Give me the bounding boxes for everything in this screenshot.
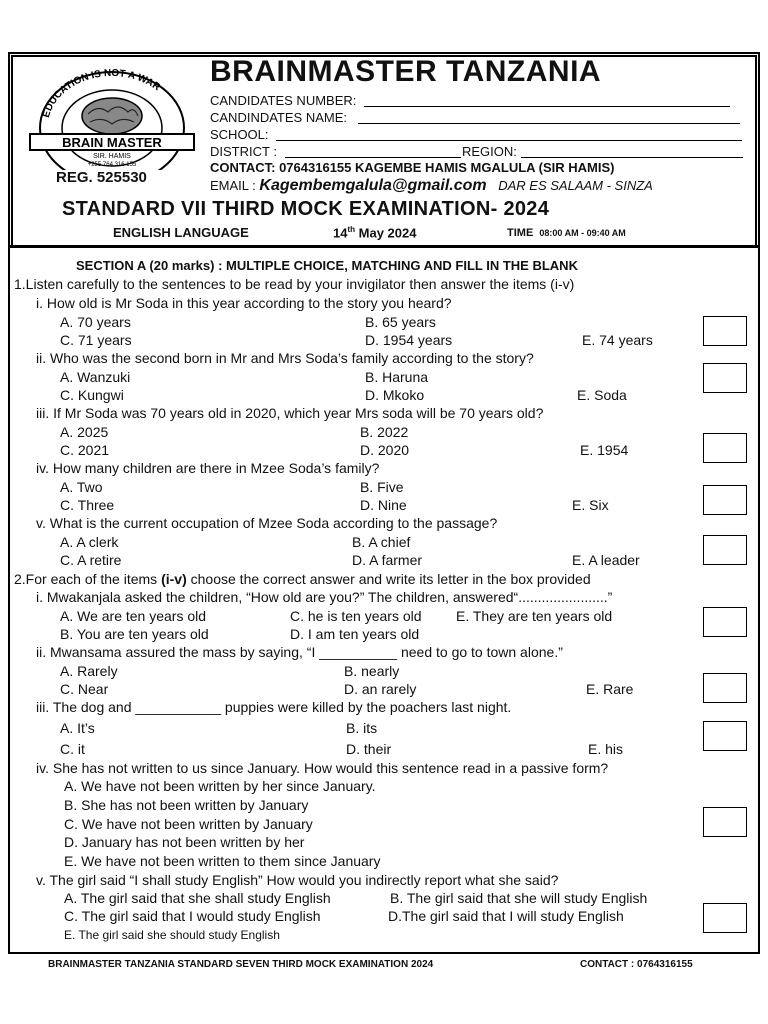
q2-v-option-d: D.The girl said that I will study English bbox=[388, 908, 624, 924]
q2-v-answer-box[interactable] bbox=[703, 903, 747, 933]
email-label: EMAIL : bbox=[210, 178, 256, 193]
region-line[interactable] bbox=[521, 157, 743, 158]
q2-i-option-c: C. he is ten years old bbox=[290, 608, 422, 624]
q1-iv-option-d: D. Nine bbox=[360, 497, 407, 513]
q2-instruction bbox=[14, 571, 591, 587]
footer-contact: CONTACT : 0764316155 bbox=[580, 959, 693, 970]
q1-ii-answer-box[interactable] bbox=[703, 363, 747, 393]
q2-ii-option-c: C. Near bbox=[60, 681, 109, 697]
q2-i-option-a: A. We are ten years old bbox=[60, 608, 207, 624]
q2-v-option-b: B. The girl said that she will study English bbox=[390, 890, 648, 906]
exam-date bbox=[333, 225, 416, 240]
school-label: SCHOOL: bbox=[210, 127, 269, 142]
q2-ii-option-e: E. Rare bbox=[586, 681, 634, 697]
q1-iv-option-b: B. Five bbox=[360, 479, 404, 495]
q2-ii-option-a: A. Rarely bbox=[60, 663, 118, 679]
q2-iv-option-b: B. She has not been written by January bbox=[64, 797, 309, 813]
q2-iii-answer-box[interactable] bbox=[703, 721, 747, 751]
location-text: DAR ES SALAAM - SINZA bbox=[498, 178, 653, 193]
q1-i-option-d: D. 1954 years bbox=[365, 332, 453, 348]
q1-ii-option-b: B. Haruna bbox=[365, 369, 429, 385]
q2-v-option-e: E. The girl said she should study English bbox=[64, 928, 280, 942]
exam-time bbox=[507, 227, 626, 239]
q2-i-option-b: B. You are ten years old bbox=[60, 626, 209, 642]
q2-instruction-range: (i-v) bbox=[161, 571, 187, 587]
school-line[interactable] bbox=[276, 140, 742, 141]
q1-iv-option-e: E. Six bbox=[572, 497, 609, 513]
email-row bbox=[210, 177, 653, 195]
q1-iii-option-e: E. 1954 bbox=[580, 442, 629, 458]
q1-iii-answer-box[interactable] bbox=[703, 433, 747, 463]
q2-iii-option-c: C. it bbox=[60, 741, 85, 757]
header-divider bbox=[8, 245, 760, 248]
registration-number: REG. 525530 bbox=[56, 169, 147, 186]
q1-iii-option-c: C. 2021 bbox=[60, 442, 110, 458]
q2-iii-option-d: D. their bbox=[346, 741, 392, 757]
q1-v-stem: v. What is the current occupation of Mzee Soda according to the passage? bbox=[36, 515, 498, 531]
subject-name: ENGLISH LANGUAGE bbox=[113, 225, 249, 240]
q1-ii-option-c: C. Kungwi bbox=[60, 387, 124, 403]
q1-i-stem: i. How old is Mr Soda in this year according to the story you heard? bbox=[36, 295, 452, 311]
q1-v-answer-box[interactable] bbox=[703, 535, 747, 565]
q1-iii-option-d: D. 2020 bbox=[360, 442, 410, 458]
contact-text: CONTACT: 0764316155 KAGEMBE HAMIS MGALULA (SIR HAMIS) bbox=[210, 160, 615, 175]
date-rest: May 2024 bbox=[355, 225, 417, 241]
q1-iv-answer-box[interactable] bbox=[703, 485, 747, 515]
q2-v-option-a: A. The girl said that she shall study English bbox=[64, 890, 331, 906]
q1-iii-option-b: B. 2022 bbox=[360, 424, 409, 440]
q2-i-option-e: E. They are ten years old bbox=[456, 608, 613, 624]
region-label: REGION: bbox=[462, 144, 517, 159]
section-a-title: SECTION A (20 marks) : MULTIPLE CHOICE, MATCHING AND FILL IN THE BLANK bbox=[76, 258, 578, 273]
candidates-number-line[interactable] bbox=[364, 106, 730, 107]
q1-i-option-c: C. 71 years bbox=[60, 332, 132, 348]
time-label: TIME bbox=[507, 227, 534, 239]
candidates-number-label: CANDIDATES NUMBER: bbox=[210, 93, 357, 108]
q2-instruction-post: choose the correct answer and write its letter in the box provided bbox=[186, 571, 591, 587]
q2-instruction-pre: 2.For each of the items bbox=[14, 571, 162, 587]
q2-i-answer-box[interactable] bbox=[703, 607, 747, 637]
q1-i-answer-box[interactable] bbox=[703, 316, 747, 346]
footer-exam-name: BRAINMASTER TANZANIA STANDARD SEVEN THIRD MOCK EXAMINATION 2024 bbox=[48, 959, 434, 970]
time-value: 08:00 AM - 09:40 AM bbox=[539, 228, 626, 238]
q1-v-option-a: A. A clerk bbox=[60, 534, 119, 550]
email-address: Kagembemgalula@gmail.com bbox=[259, 177, 487, 194]
exam-title: STANDARD VII THIRD MOCK EXAMINATION- 2024 bbox=[62, 198, 550, 220]
brand-title: BRAINMASTER TANZANIA bbox=[210, 55, 602, 88]
q2-ii-answer-box[interactable] bbox=[703, 673, 747, 703]
q1-iv-stem: iv. How many children are there in Mzee Soda’s family? bbox=[36, 460, 380, 476]
q1-iv-option-a: A. Two bbox=[60, 479, 103, 495]
q2-v-option-c: C. The girl said that I would study English bbox=[64, 908, 321, 924]
q1-instruction: 1.Listen carefully to the sentences to be read by your invigilator then answer the items (i-v) bbox=[14, 276, 575, 292]
q2-iii-option-a: A. It’s bbox=[60, 720, 95, 736]
q2-v-stem: v. The girl said “I shall study English” How would you indirectly report what she said? bbox=[36, 872, 559, 888]
q1-iii-option-a: A. 2025 bbox=[60, 424, 109, 440]
q1-v-option-d: D. A farmer bbox=[352, 552, 423, 568]
q1-ii-option-a: A. Wanzuki bbox=[60, 369, 131, 385]
logo-arc-text: EDUCATION IS NOT A WAR bbox=[40, 67, 163, 119]
q2-ii-option-b: B. nearly bbox=[344, 663, 400, 679]
logo-sub-name: SIR. HAMIS bbox=[93, 153, 131, 160]
date-suffix: th bbox=[347, 225, 356, 234]
q2-iv-answer-box[interactable] bbox=[703, 807, 747, 837]
q2-iv-option-a: A. We have not been written by her since January. bbox=[64, 778, 376, 794]
date-day: 14 bbox=[333, 225, 348, 241]
logo-banner-text: BRAIN MASTER bbox=[62, 135, 162, 150]
q2-iv-option-d: D. January has not been written by her bbox=[64, 834, 305, 850]
q1-v-option-b: B. A chief bbox=[352, 534, 411, 550]
q2-iii-option-b: B. its bbox=[346, 720, 378, 736]
q1-iv-option-c: C. Three bbox=[60, 497, 115, 513]
q1-i-option-e: E. 74 years bbox=[582, 332, 653, 348]
brain-master-logo bbox=[26, 66, 198, 170]
q2-i-stem: i. Mwakanjala asked the children, “How old are you?” The children, answered“.......................” bbox=[36, 589, 613, 605]
q1-v-option-c: C. A retire bbox=[60, 552, 122, 568]
q2-ii-option-d: D. an rarely bbox=[344, 681, 417, 697]
candidates-name-label: CANDINDATES NAME: bbox=[210, 110, 347, 125]
district-label: DISTRICT : bbox=[210, 144, 277, 159]
q1-v-option-e: E. A leader bbox=[572, 552, 640, 568]
district-line[interactable] bbox=[285, 157, 461, 158]
q2-iv-option-c: C. We have not been written by January bbox=[64, 816, 313, 832]
contact-line bbox=[210, 160, 615, 175]
q2-iv-option-e: E. We have not been written to them since January bbox=[64, 853, 381, 869]
q2-iii-stem: iii. The dog and ___________ puppies were killed by the poachers last night. bbox=[36, 699, 512, 715]
q2-ii-stem: ii. Mwansama assured the mass by saying, “I __________ need to go to town alone.” bbox=[36, 644, 563, 660]
q1-i-option-a: A. 70 years bbox=[60, 314, 131, 330]
q1-ii-option-d: D. Mkoko bbox=[365, 387, 425, 403]
q1-ii-option-e: E. Soda bbox=[577, 387, 627, 403]
candidates-name-line[interactable] bbox=[358, 123, 740, 124]
q2-iv-stem: iv. She has not written to us since January. How would this sentence read in a passive form? bbox=[36, 760, 609, 776]
q2-i-option-d: D. I am ten years old bbox=[290, 626, 420, 642]
q2-iii-option-e: E. his bbox=[588, 741, 624, 757]
q1-iii-stem: iii. If Mr Soda was 70 years old in 2020, which year Mrs soda will be 70 years old? bbox=[36, 405, 544, 421]
q1-ii-stem: ii. Who was the second born in Mr and Mrs Soda’s family according to the story? bbox=[36, 350, 534, 366]
q1-i-option-b: B. 65 years bbox=[365, 314, 436, 330]
logo-sub-phone: +255 764 316 155 bbox=[87, 162, 137, 168]
